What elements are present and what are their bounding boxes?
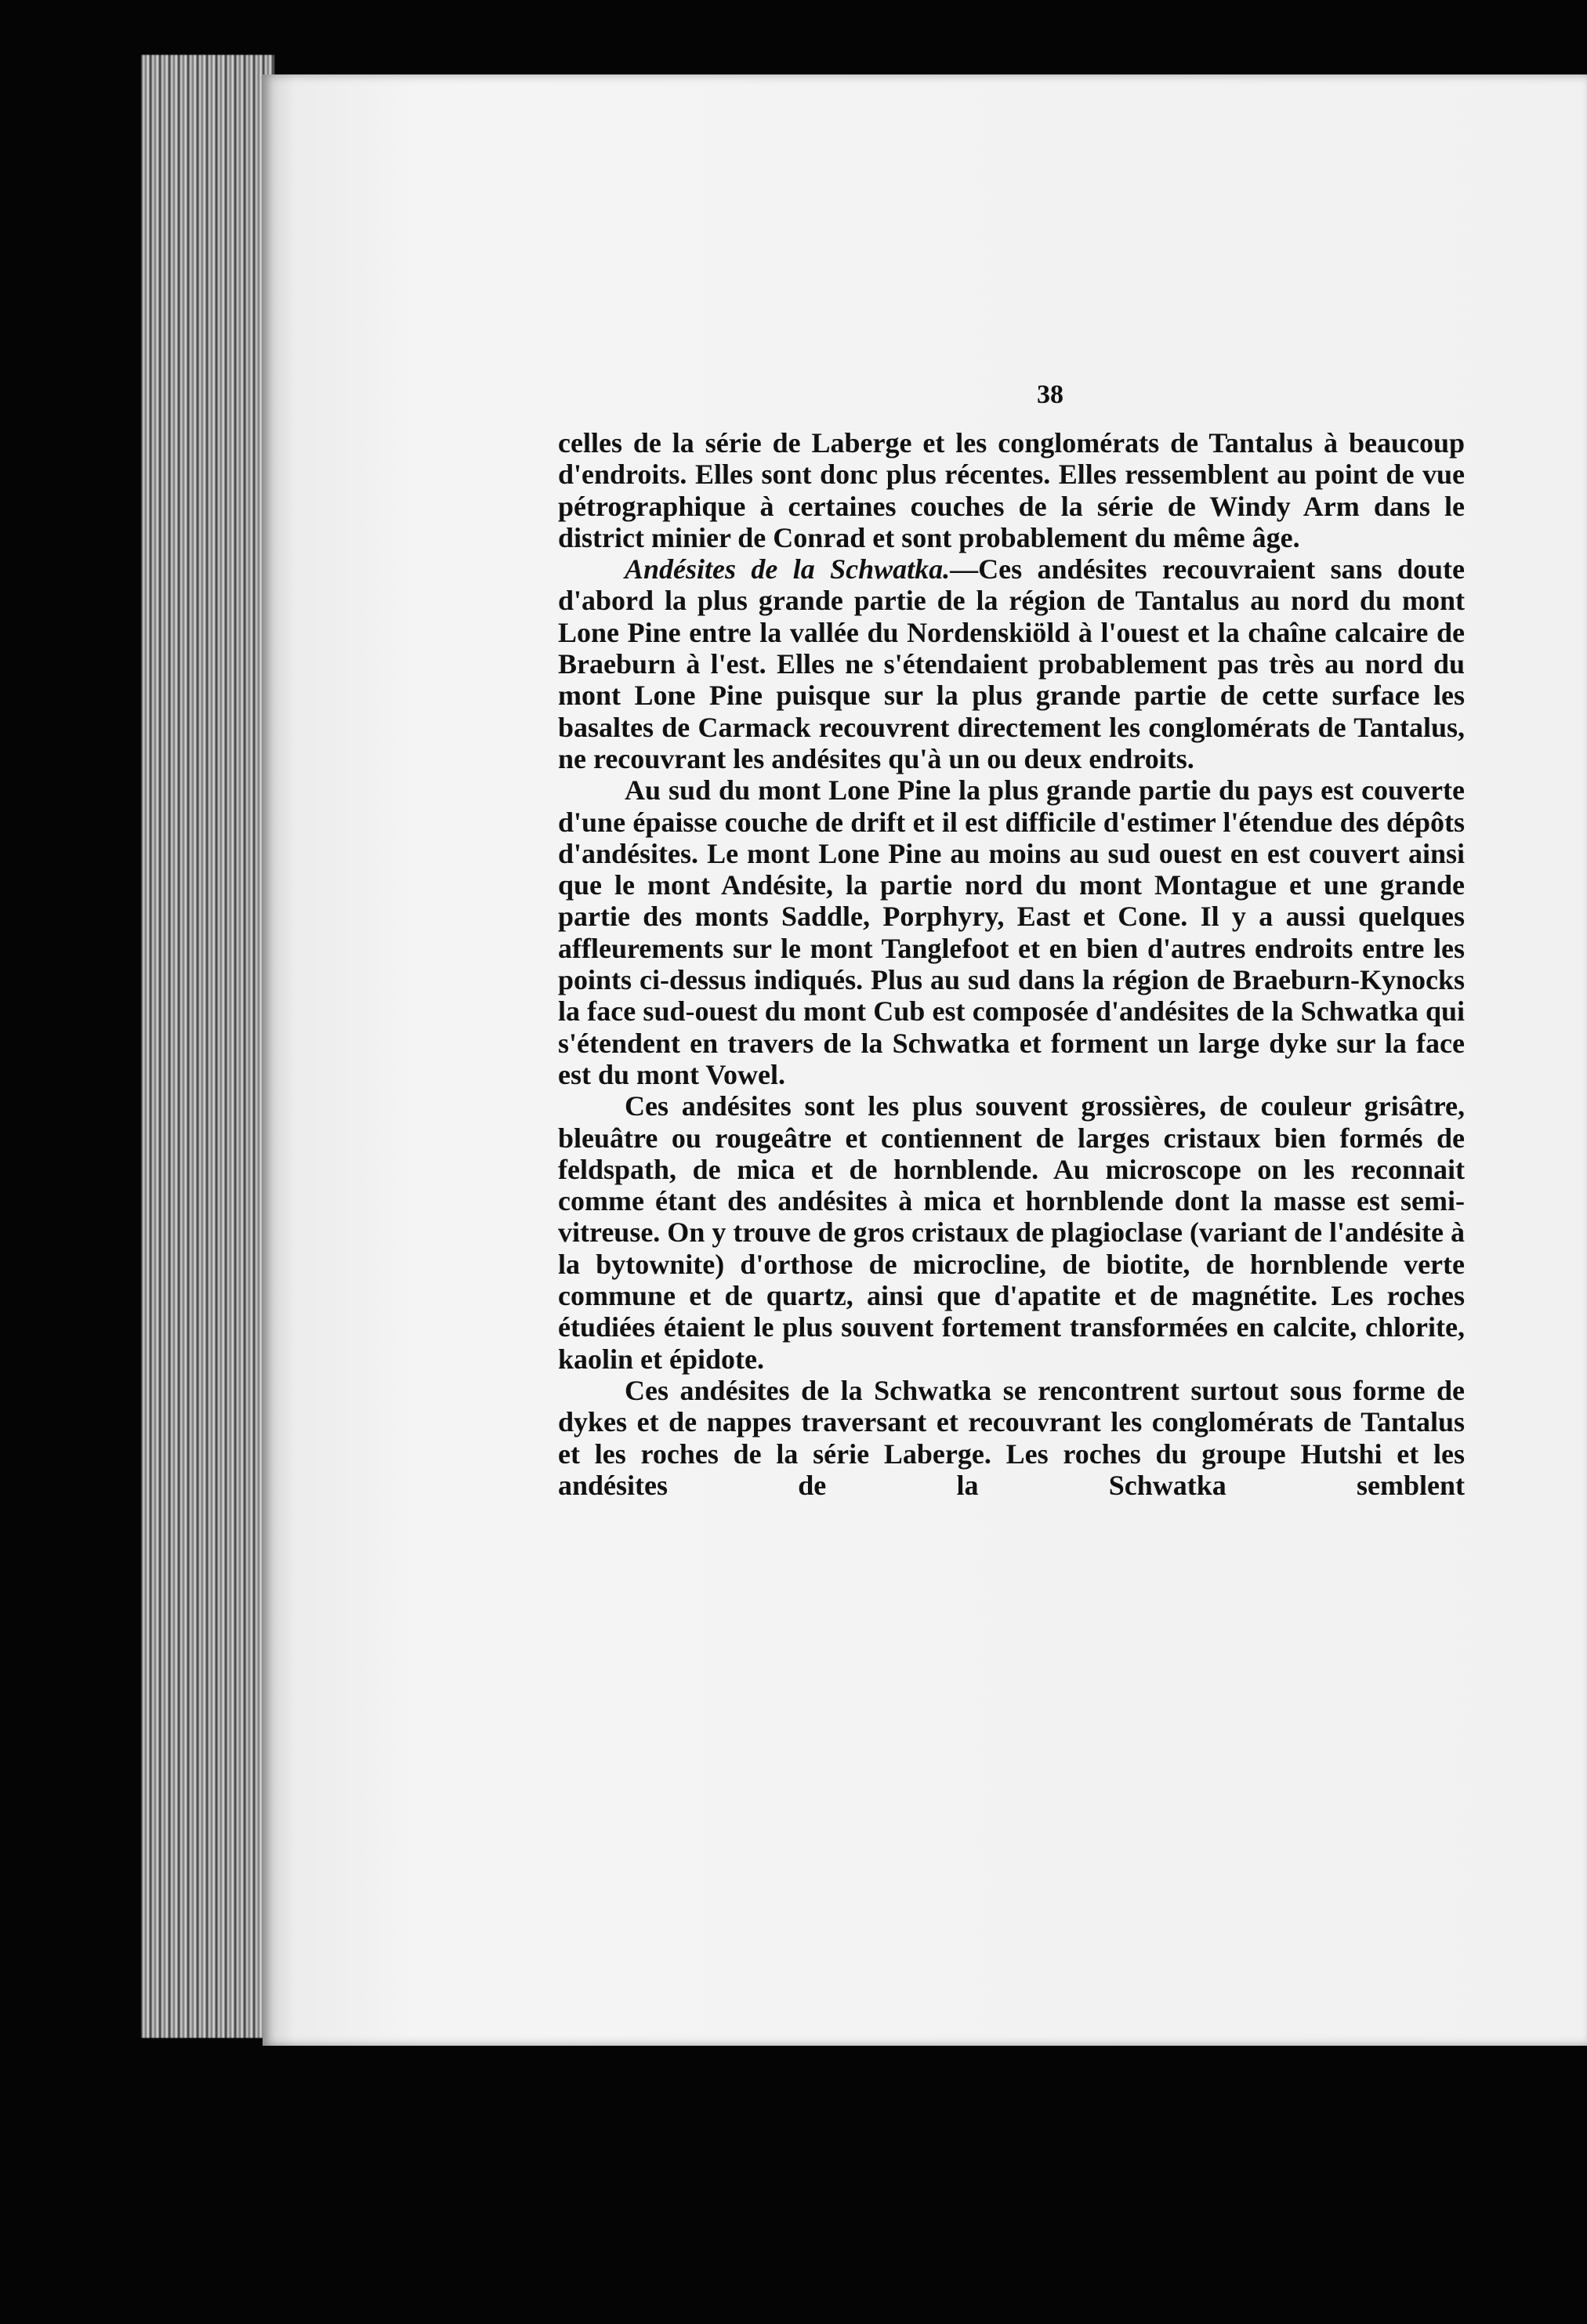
page-number: 38: [1037, 380, 1063, 409]
book-page-edges: [141, 55, 274, 2038]
paragraph-1: celles de la série de Laberge et les conglomérats de Tantalus à beaucoup d'endroits. Elles sont donc plus récentes. Elles ressemblent au point de vue pétrographique à certaines couches de la série de Windy Arm dans le district minier de Conrad et sont probablement du même âge.: [558, 427, 1465, 553]
section-heading: Andésites de la Schwatka.: [625, 553, 951, 586]
body-text: [558, 427, 1465, 1501]
paragraph-2: [558, 553, 1465, 774]
paragraph-3: Au sud du mont Lone Pine la plus grande partie du pays est couverte d'une épaisse couche de drift et il est difficile d'estimer l'étendue des dépôts d'andésites. Le mont Lone Pine au moins au sud ouest en est couvert ainsi que le mont Andésite, la partie nord du mont Montague et une grande partie des monts Saddle, Porphyry, East et Cone. Il y a aussi quelques affleurements sur le mont Tanglefoot et en bien d'autres endroits entre les points ci-dessus indiqués. Plus au sud dans la région de Braeburn-Kynocks la face sud-ouest du mont Cub est composée d'andésites de la Schwatka qui s'étendent en travers de la Schwatka et forment un large dyke sur la face est du mont Vowel.: [558, 774, 1465, 1090]
paragraph-5: Ces andésites de la Schwatka se rencontrent surtout sous forme de dykes et de nappes traversant et recouvrant les conglomérats de Tantalus et les roches de la série Laberge. Les roches du groupe Hutshi et les andésites de la Schwatka semblent: [558, 1374, 1465, 1501]
paragraph-4: Ces andésites sont les plus souvent grossières, de couleur grisâtre, bleuâtre ou rougeâtre et contiennent de larges cristaux bien formés de feldspath, de mica et de hornblende. Au microscope on les reconnait comme étant des andésites à mica et hornblende dont la masse est semi-vitreuse. On y trouve de gros cristaux de plagioclase (variant de l'andésite à la bytownite) d'orthose de microcline, de biotite, de hornblende verte commune et de quartz, ainsi que d'apatite et de magnétite. Les roches étudiées étaient le plus souvent fortement transformées en calcite, chlorite, kaolin et épidote.: [558, 1090, 1465, 1375]
paragraph-2-text: —Ces andésites recouvraient sans doute d'abord la plus grande partie de la région de Tantalus au nord du mont Lone Pine entre la vallée du Nordenskiöld à l'ouest et la chaîne calcaire de Braeburn à l'est. Elles ne s'étendaient probablement pas très au nord du mont Lone Pine puisque sur la plus grande partie de cette surface les basaltes de Carmack recouvrent directement les conglomérats de Tantalus, ne recouvrant les andésites qu'à un ou deux endroits.: [558, 553, 1466, 774]
